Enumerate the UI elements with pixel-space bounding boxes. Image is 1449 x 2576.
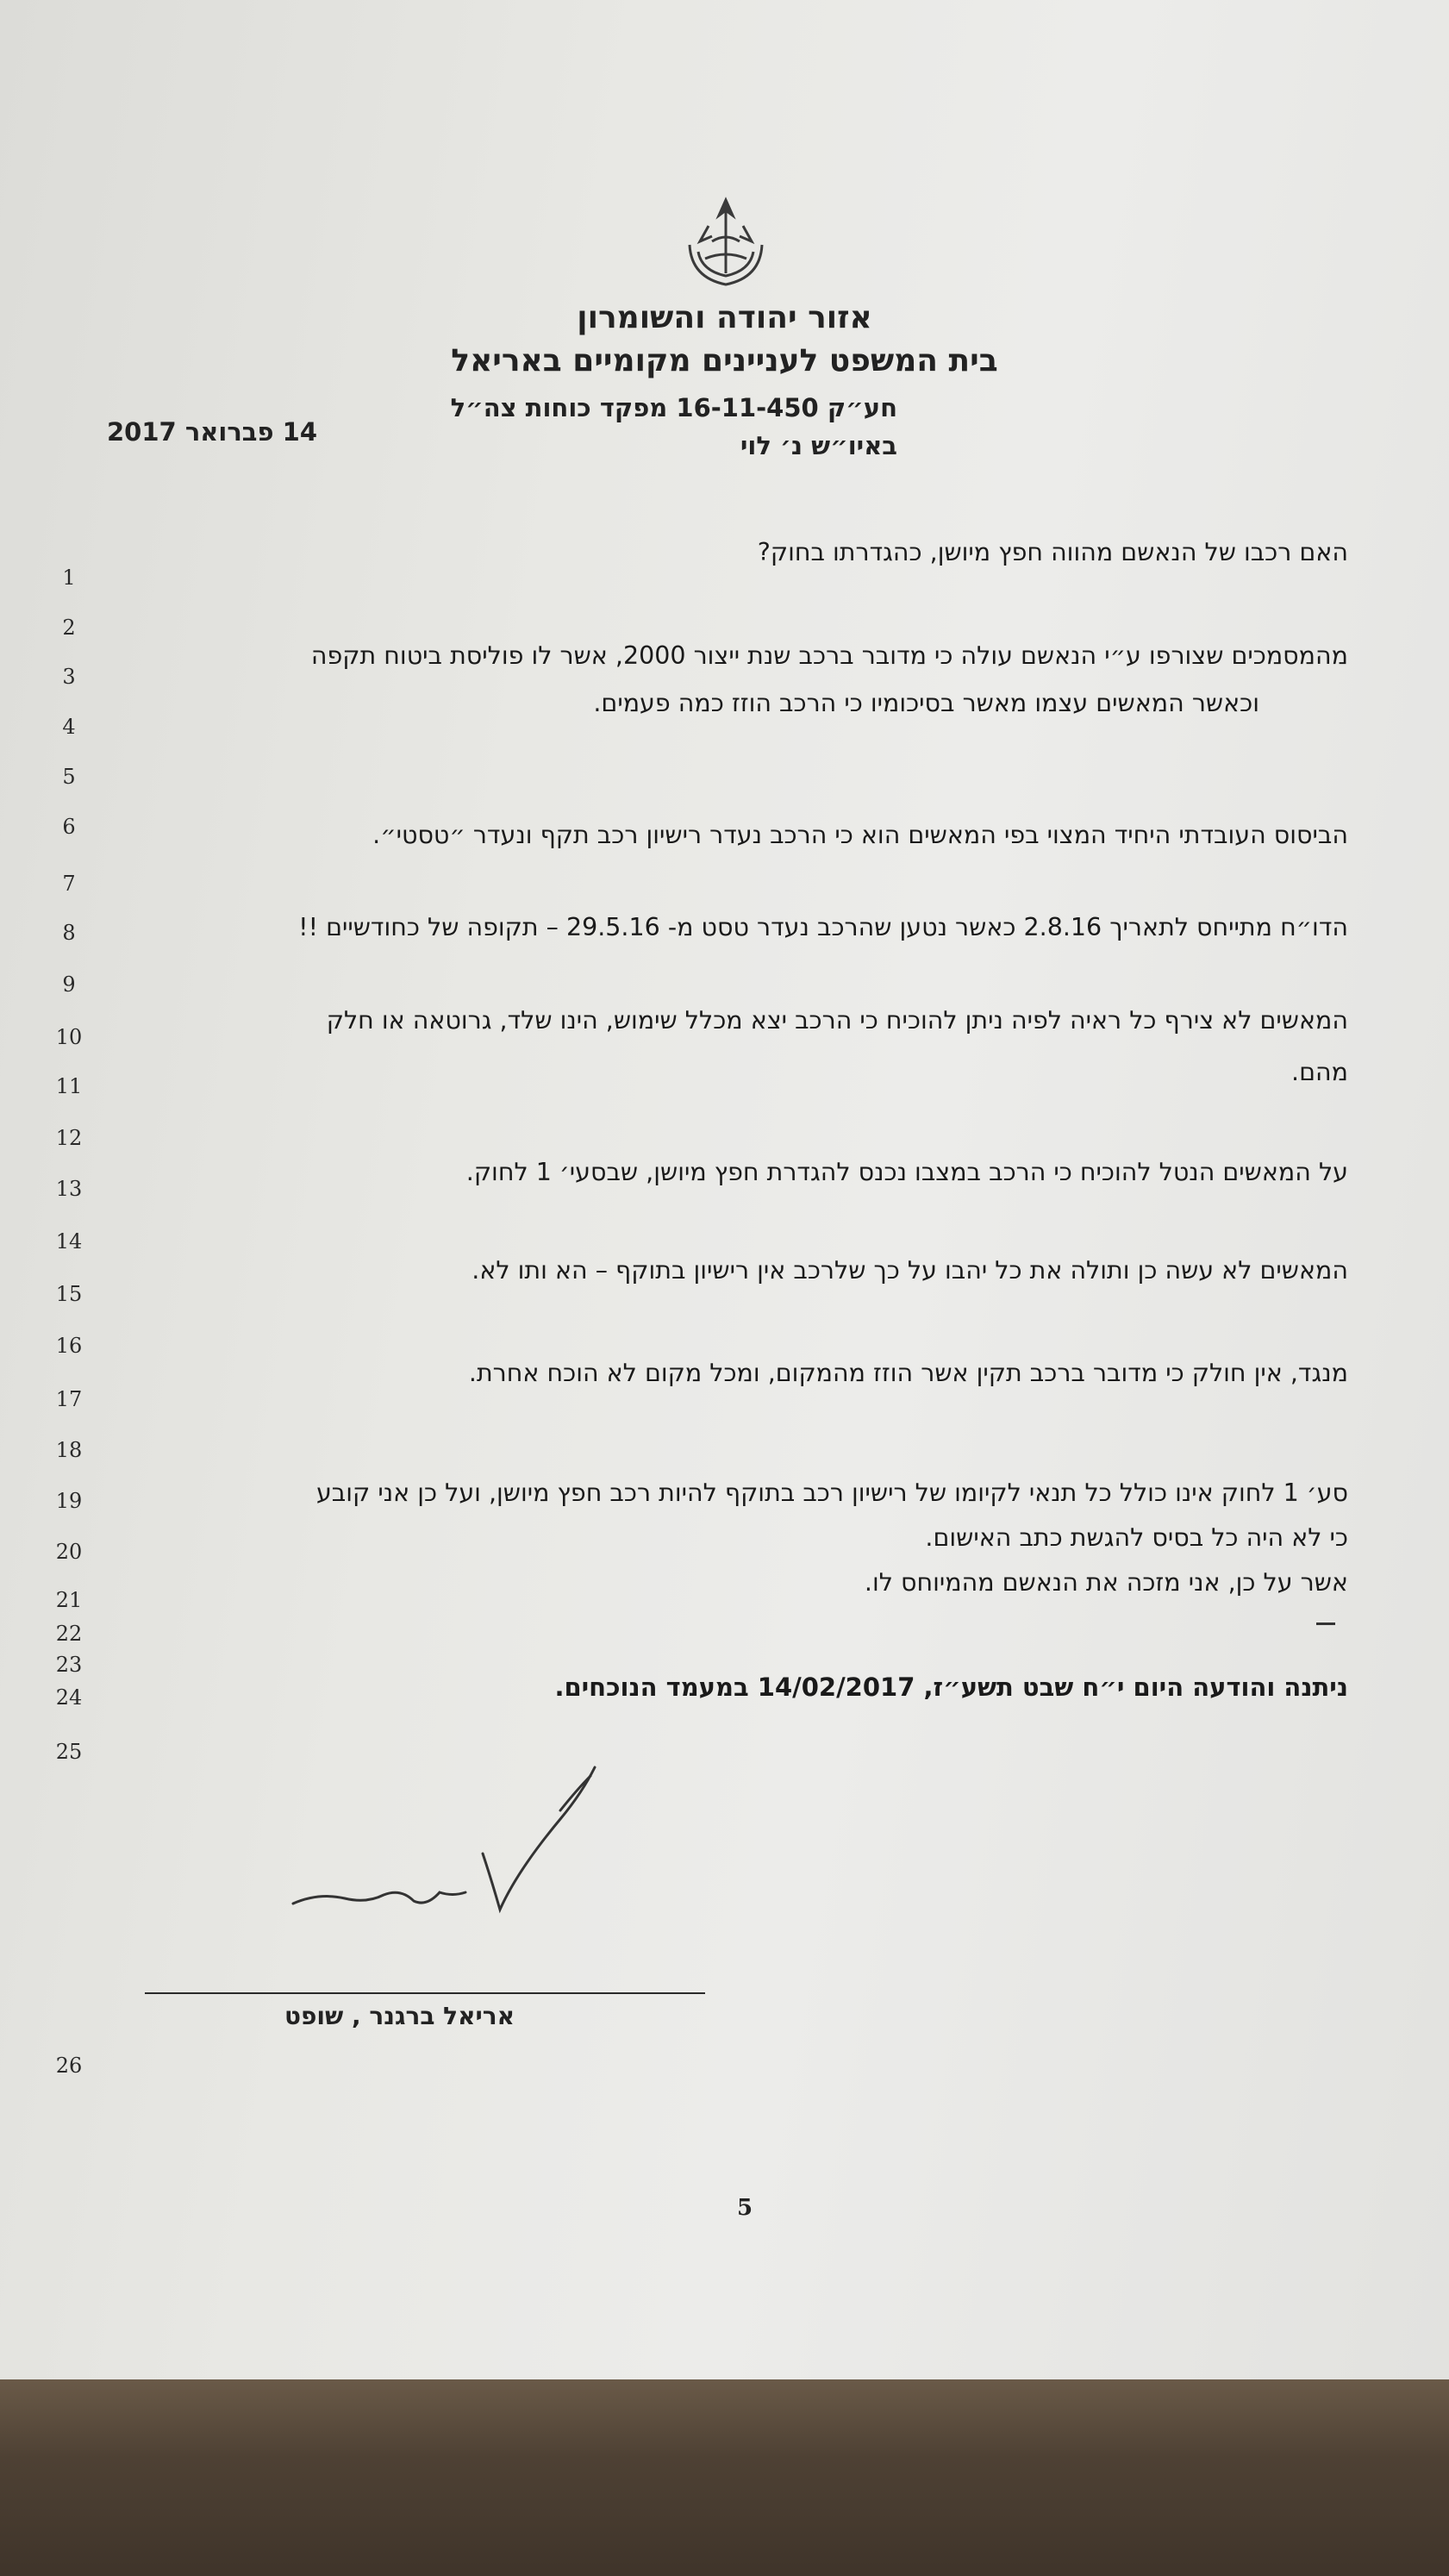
line-number: 15 — [55, 1282, 83, 1306]
line-number: 25 — [55, 1740, 83, 1764]
signature-icon — [284, 1750, 646, 1957]
line-number: 7 — [62, 872, 76, 896]
signature-line — [145, 1992, 705, 1994]
ink-mark — [1316, 1623, 1335, 1625]
paragraph: המאשים לא עשה כן ותולה את כל יהבו על כך שלרכב אין רישיון בתוקף – הא ותו לא. — [472, 1256, 1348, 1285]
line-number: 5 — [62, 765, 76, 789]
paragraph: סע׳ 1 לחוק אינו כולל כל תנאי לקיומו של רישיון רכב בתוקף להיות רכב חפץ מיושן, ועל כן אני קובע — [315, 1479, 1348, 1507]
line-number: 9 — [62, 972, 76, 997]
line-number: 13 — [55, 1177, 83, 1201]
paragraph: מנגד, אין חולק כי מדובר ברכב תקין אשר הוזז מהמקום, ומכל מקום לא הוכח אחרת. — [468, 1359, 1348, 1387]
document-date: 14 פברואר 2017 — [107, 417, 318, 447]
line-number: 4 — [62, 715, 76, 739]
paragraph: וכאשר המאשים עצמו מאשר בסיכומיו כי הרכב הוזז כמה פעמים. — [593, 689, 1259, 717]
judge-name: אריאל ברגנר , שופט — [284, 2002, 515, 2030]
paragraph: הדו״ח מתייחס לתאריך 2.8.16 כאשר נטען שהרכב נעדר טסט מ- 29.5.16 – תקופה של כחודשיים !! — [298, 913, 1348, 941]
line-number: 19 — [55, 1489, 83, 1513]
ruling-date-line: ניתנה והודעה היום י״ח שבט תשע״ז, 14/02/2017 במעמד הנוכחים. — [554, 1673, 1348, 1702]
line-number: 14 — [55, 1229, 83, 1254]
paragraph: מהמסמכים שצורפו ע״י הנאשם עולה כי מדובר ברכב שנת ייצור 2000, אשר לו פוליסת ביטוח תקפה — [310, 641, 1348, 670]
case-number: חע״ק 16-11-450 מפקד כוחות צה״ל — [450, 393, 897, 422]
paragraph: כי לא היה כל בסיס להגשת כתב האישום. — [925, 1523, 1348, 1552]
line-number: 1 — [62, 566, 76, 590]
line-number: 23 — [55, 1653, 83, 1677]
paragraph: המאשים לא צירף כל ראיה לפיה ניתן להוכיח כי הרכב יצא מכלל שימוש, הינו שלד, גרוטאה או חלק — [326, 1006, 1348, 1035]
court-title: בית המשפט לעניינים מקומיים באריאל — [451, 343, 998, 378]
prosecutor-line: באיו״ש נ׳ לוי — [740, 431, 897, 460]
line-number: 6 — [62, 815, 76, 839]
line-number: 8 — [62, 921, 76, 945]
line-number: 20 — [55, 1540, 83, 1564]
background-surface — [0, 2379, 1449, 2576]
region-title: אזור יהודה והשומרון — [577, 300, 872, 335]
line-number: 18 — [55, 1438, 83, 1462]
emblem-icon — [674, 191, 778, 295]
line-number: 2 — [62, 616, 76, 640]
line-number: 26 — [55, 2054, 83, 2078]
line-number: 21 — [55, 1588, 83, 1612]
paragraph: הביסוס העובדתי היחיד המצוי בפי המאשים הוא כי הרכב נעדר רישיון רכב תקף ונעדר ״טסטי״. — [372, 821, 1348, 849]
line-number: 10 — [55, 1025, 83, 1049]
line-number: 12 — [55, 1126, 83, 1150]
paragraph: על המאשים הנטל להוכיח כי הרכב במצבו נכנס להגדרת חפץ מיושן, שבסעי׳ 1 לחוק. — [465, 1158, 1348, 1186]
paragraph: מהם. — [1291, 1058, 1348, 1086]
paragraph: אשר על כן, אני מזכה את הנאשם מהמיוחס לו. — [864, 1568, 1348, 1597]
line-number: 24 — [55, 1685, 83, 1710]
line-number: 3 — [62, 665, 76, 689]
line-number: 22 — [55, 1622, 83, 1646]
line-number: 16 — [55, 1334, 83, 1358]
paragraph: האם רכבו של הנאשם מהווה חפץ מיושן, כהגדרתו בחוק? — [757, 538, 1348, 566]
page-number: 5 — [737, 2195, 753, 2221]
line-number: 11 — [55, 1074, 83, 1098]
line-number: 17 — [55, 1387, 83, 1411]
